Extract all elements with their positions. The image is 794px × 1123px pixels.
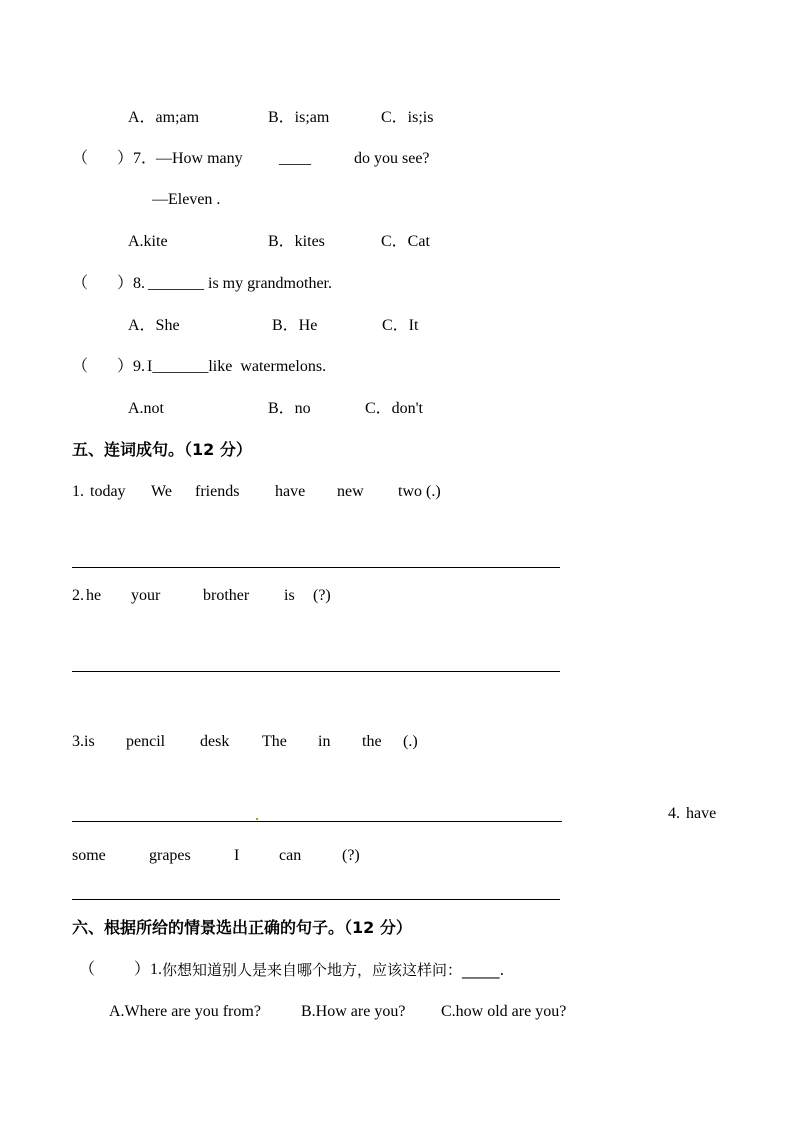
s6-q1-open-paren: （ — [79, 961, 96, 978]
q9-option-b: B．no — [268, 400, 311, 417]
s6-q1-option-a: A.Where are you from? — [109, 1003, 261, 1020]
q7-answer-line: —Eleven . — [152, 191, 221, 208]
q9-option-c: C．don't — [365, 400, 424, 417]
section5-heading: 五、连词成句。（12 分） — [72, 440, 252, 459]
s5-item1-word: two (.) — [398, 483, 441, 500]
s5-item3-word: is — [84, 733, 95, 750]
s5-item2-word: he — [86, 587, 102, 604]
q7-option-c: C．Cat — [381, 233, 430, 250]
s5-item4-word: some — [72, 847, 106, 864]
s6-q1-option-b: B.How are you? — [301, 1003, 406, 1020]
s5-item3-word: (.) — [403, 733, 418, 750]
stray-mark — [256, 818, 258, 820]
q8-number: ）8. — [117, 275, 146, 292]
q8-option-c: C．It — [382, 317, 419, 334]
answer-line-3[interactable] — [72, 821, 562, 822]
q6-option-a: A．am;am — [128, 109, 200, 126]
s5-item4-word: grapes — [149, 847, 191, 864]
q8-open-paren: （ — [72, 275, 89, 292]
s5-item2-word: your — [131, 587, 161, 604]
s5-item1-word: friends — [195, 483, 240, 500]
q7-stem-b: do you see? — [354, 150, 430, 167]
answer-line-1[interactable] — [72, 567, 560, 568]
s5-item1-word: today — [90, 483, 126, 500]
s5-item2-number: 2. — [72, 587, 84, 604]
s5-item4-word: (?) — [342, 847, 360, 864]
s5-item2-word: is — [284, 587, 295, 604]
s6-q1-option-c: C.how old are you? — [441, 1003, 567, 1020]
s5-item3-word: in — [318, 733, 331, 750]
s6-q1-stem: 你想知道别人是来自哪个地方，应该这样问：_____. — [162, 961, 505, 979]
s5-item1-word: have — [275, 483, 306, 500]
s5-item2-word: (?) — [313, 587, 331, 604]
s5-item1-word: new — [337, 483, 364, 500]
s5-item4-word: can — [279, 847, 302, 864]
section6-heading: 六、根据所给的情景选出正确的句子。（12 分） — [72, 918, 412, 937]
q9-open-paren: （ — [72, 358, 89, 375]
q9-number: ）9. — [117, 358, 146, 375]
q8-option-b: B．He — [272, 317, 318, 334]
answer-line-4[interactable] — [72, 899, 560, 900]
s5-item1-number: 1. — [72, 483, 84, 500]
s5-item3-word: The — [262, 733, 287, 750]
q7-option-b: B．kites — [268, 233, 325, 250]
q6-option-c: C．is;is — [381, 109, 434, 126]
s5-item3-word: pencil — [126, 733, 166, 750]
q8-stem: _______ is my grandmother. — [148, 275, 332, 292]
s5-item3-word: desk — [200, 733, 230, 750]
q9-stem: I_______like watermelons. — [147, 358, 327, 375]
q8-option-a: A．She — [128, 317, 180, 334]
q7-blank: ____ — [279, 150, 311, 167]
s5-item4-word: have — [686, 805, 717, 822]
s5-item4-number: 4. — [668, 805, 680, 822]
q7-number: ）7． — [117, 150, 158, 167]
q9-option-a: A.not — [128, 400, 164, 417]
s5-item4-word: I — [234, 847, 240, 864]
s6-q1-number: ）1. — [134, 961, 163, 978]
q7-stem-a: —How many — [156, 150, 243, 167]
q7-open-paren: （ — [72, 150, 89, 167]
q7-option-a: A.kite — [128, 233, 168, 250]
answer-line-2[interactable] — [72, 671, 560, 672]
s5-item3-number: 3. — [72, 733, 84, 750]
s5-item2-word: brother — [203, 587, 250, 604]
s5-item1-word: We — [151, 483, 172, 500]
s5-item3-word: the — [362, 733, 382, 750]
q6-option-b: B．is;am — [268, 109, 330, 126]
